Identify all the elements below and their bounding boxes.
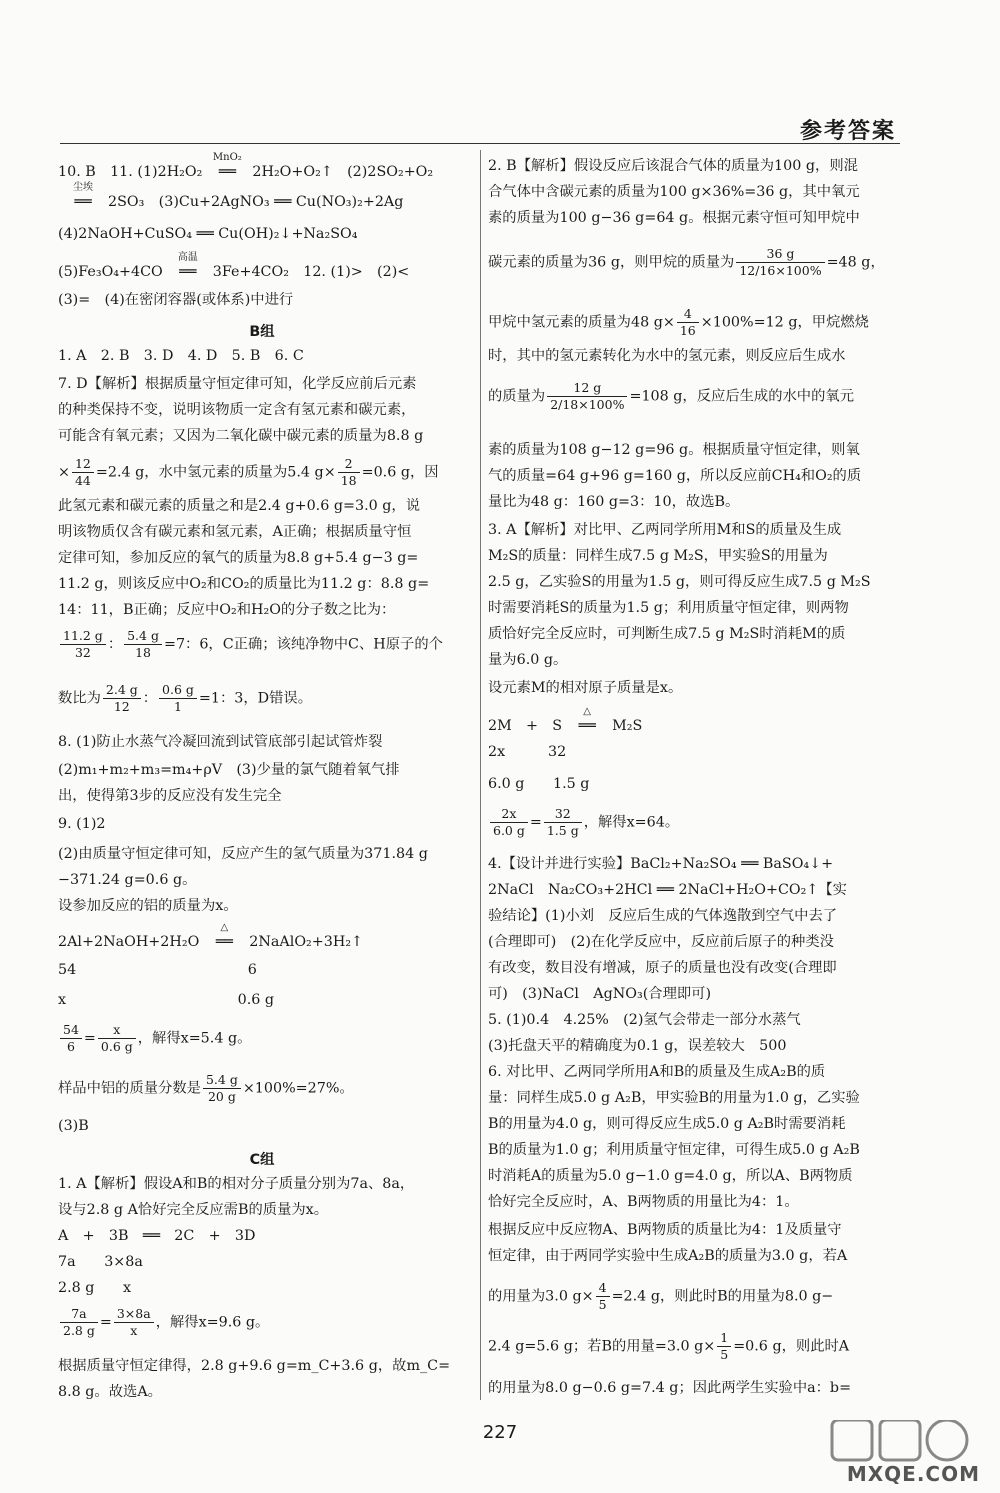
left-line: 明该物质仅含有碳元素和氢元素，A正确；根据质量守恒 (58, 524, 412, 540)
fraction: $\frac{11.2 g}{32}$ (60, 628, 106, 661)
fraction: $\frac{x}{0.6 g}$ (98, 1022, 136, 1055)
left-line: 样品中铝的质量分数是 $\frac{5.4 g}{20 g}$ ×100%=27%。 (58, 1072, 354, 1104)
fraction: $\frac{5.4 g}{20 g}$ (203, 1072, 241, 1105)
right-line: 可) (3)NaCl AgNO₃(合理即可) (488, 986, 712, 1002)
right-line: 量为6.0 g。 (488, 652, 568, 668)
left-line: 此氢元素和碳元素的质量之和是2.4 g+0.6 g=3.0 g，说 (58, 498, 421, 514)
fraction: $\frac{5.4 g}{18}$ (124, 628, 162, 661)
fraction: $\frac{12 g}{2/18\times 100\%}$ (547, 380, 627, 413)
left-line: (3)= (4)在密闭容器(或体系)中进行 (58, 292, 294, 308)
right-line: 量：同样生成5.0 g A₂B，甲实验B的用量为1.0 g，乙实验 (488, 1090, 860, 1106)
right-line: 2. B【解析】假设反应后该混合气体的质量为100 g，则混 (488, 158, 858, 174)
right-line: 时消耗A的质量为5.0 g−1.0 g=4.0 g，所以A、B两物质 (488, 1168, 853, 1184)
left-line: 定律可知，参加反应的氧气的质量为8.8 g+5.4 g−3 g= (58, 550, 419, 566)
left-line: 8.8 g。故选A。 (58, 1384, 162, 1400)
left-line: 9. (1)2 (58, 816, 106, 832)
right-line: 时需要消耗S的质量为1.5 g；利用质量守恒定律，则两物 (488, 600, 849, 616)
right-line: 合气体中含碳元素的质量为100 g×36%=36 g，其中氧元 (488, 184, 860, 200)
fraction: $\frac{12}{44}$ (72, 456, 94, 489)
fraction: $\frac{4}{16}$ (677, 306, 699, 339)
left-line: 11.2 g，则该反应中O₂和CO₂的质量比为11.2 g：8.8 g= (58, 576, 430, 592)
right-line: $\frac{2x}{6.0 g}$ = $\frac{32}{1.5 g}$ ，解得x=64。 (488, 806, 679, 839)
right-line: 2x 32 (488, 744, 567, 760)
left-line: (5)Fe₃O₄+4CO 高温 ══ 3Fe+4CO₂ 12. (1)> (2)< (58, 252, 410, 280)
fraction: $\frac{54}{6}$ (60, 1022, 82, 1055)
right-line: B的质量为1.0 g；利用质量守恒定律，可得生成5.0 g A₂B (488, 1142, 860, 1158)
fraction: $\frac{1}{5}$ (717, 1330, 731, 1363)
right-line: 设元素M的相对原子质量是x。 (488, 680, 683, 696)
fraction: $\frac{36 g}{12/16\times 100\%}$ (736, 246, 824, 279)
left-line: 根据质量守恒定律得，2.8 g+9.6 g=m_C+3.6 g，故m_C= (58, 1358, 451, 1374)
left-line: 数比为 $\frac{2.4 g}{12}$ ： $\frac{0.6 g}{1}$ =1：3，D错误。 (58, 682, 313, 714)
page-number: 227 (482, 1422, 518, 1443)
section-heading-b: B组 (249, 324, 275, 340)
left-line: 2Al+2NaOH+2H₂O △ ══ 2NaAlO₂+3H₂↑ (58, 922, 364, 950)
left-line: $\frac{54}{6}$ = $\frac{x}{0.6 g}$ ，解得x=5.4 g。 (58, 1022, 251, 1055)
fraction: $\frac{32}{1.5 g}$ (544, 806, 582, 839)
right-line: 2.4 g=5.6 g；若B的用量=3.0 g× $\frac{1}{5}$ =0.6 g，则此时A (488, 1330, 850, 1362)
right-line: 6. 对比甲、乙两同学所用A和B的质量及生成A₂B的质 (488, 1064, 826, 1080)
reaction-condition: 高温 ══ (177, 252, 198, 280)
fraction: $\frac{4}{5}$ (596, 1280, 610, 1313)
column-divider (480, 150, 481, 1400)
left-line: 尘埃 ══ 2SO₃ (3)Cu+2AgNO₃ ══ Cu(NO₃)₂+2Ag (58, 192, 403, 212)
left-line: 1. A 2. B 3. D 4. D 5. B 6. C (58, 348, 304, 364)
right-line: 2NaCl Na₂CO₃+2HCl ══ 2NaCl+H₂O+CO₂↑【实 (488, 882, 847, 898)
right-line: 6.0 g 1.5 g (488, 776, 590, 792)
left-line: A + 3B ══ 2C + 3D (58, 1228, 256, 1244)
reaction-condition: △ ══ (215, 922, 233, 950)
reaction-condition: △ ══ (578, 706, 596, 734)
fraction: $\frac{2}{18}$ (338, 456, 360, 489)
left-line: (2)由质量守恒定律可知，反应产生的氢气质量为371.84 g (58, 846, 428, 862)
right-line: 气的质量=64 g+96 g=160 g，所以反应前CH₄和O₂的质 (488, 468, 862, 484)
right-line: 2.5 g，乙实验S的用量为1.5 g，则可得反应生成7.5 g M₂S (488, 574, 871, 590)
left-line: 7a 3×8a (58, 1254, 143, 1270)
left-line: 54 6 (58, 962, 257, 978)
right-line: 时，其中的氢元素转化为水中的氢元素，则反应后生成水 (488, 348, 846, 364)
right-line: M₂S的质量：同样生成7.5 g M₂S，甲实验S的用量为 (488, 548, 828, 564)
fraction: $\frac{2.4 g}{12}$ (103, 682, 141, 715)
fraction: $\frac{7a}{2.8 g}$ (60, 1306, 98, 1339)
right-line: 验结论】(1)小刘 反应后生成的气体逸散到空气中去了 (488, 908, 838, 924)
fraction: $\frac{3\times 8a}{x}$ (114, 1306, 154, 1339)
page-header-title: 参考答案 (799, 119, 896, 144)
right-line: 4.【设计并进行实验】BaCl₂+Na₂SO₄ ══ BaSO₄↓+ (488, 856, 834, 872)
left-line: $\frac{7a}{2.8 g}$ = $\frac{3\times 8a}{x}$ ，解得x=9.6 g。 (58, 1306, 269, 1339)
left-line: 出，使得第3步的反应没有发生完全 (58, 788, 282, 804)
right-line: 恰好完全反应时，A、B两物质的用量比为4：1。 (488, 1194, 799, 1210)
right-line: 5. (1)0.4 4.25% (2)氢气会带走一部分水蒸气 (488, 1012, 801, 1028)
right-line: 根据反应中反应物A、B两物质的质量比为4：1及质量守 (488, 1222, 842, 1238)
right-line: 的用量为8.0 g−0.6 g=7.4 g；因此两学生实验中a：b= (488, 1380, 852, 1396)
reaction-condition: MnO₂ ══ (212, 152, 242, 180)
fraction: $\frac{0.6 g}{1}$ (159, 682, 197, 715)
right-line: 质恰好完全反应时，可判断生成7.5 g M₂S时消耗M的质 (488, 626, 846, 642)
left-line: 8. (1)防止水蒸气冷凝回流到试管底部引起试管炸裂 (58, 734, 383, 750)
right-line: 碳元素的质量为36 g，则甲烷的质量为 $\frac{36 g}{12/16\times 100\%}$ =48 g， (488, 246, 885, 278)
right-line: 2M + S △ ══ M₂S (488, 706, 643, 734)
left-line: 1. A【解析】假设A和B的相对分子质量分别为7a、8a， (58, 1176, 415, 1192)
right-line: B的用量为4.0 g，则可得反应生成5.0 g A₂B时需要消耗 (488, 1116, 846, 1132)
left-line: $\frac{11.2 g}{32}$ ： $\frac{5.4 g}{18}$ =7：6，C正确；该纯净物中C、H原子的个 (58, 628, 443, 661)
right-line: 3. A【解析】对比甲、乙两同学所用M和S的质量及生成 (488, 522, 842, 538)
right-line: (3)托盘天平的精确度为0.1 g，误差较大 500 (488, 1038, 787, 1054)
left-line: 设与2.8 g A恰好完全反应需B的质量为x。 (58, 1202, 329, 1218)
left-line: 的种类保持不变，说明该物质一定含有氢元素和碳元素， (58, 402, 416, 418)
left-line: 可能含有氧元素；又因为二氧化碳中碳元素的质量为8.8 g (58, 428, 424, 444)
left-line: 7. D【解析】根据质量守恒定律可知，化学反应前后元素 (58, 376, 417, 392)
right-line: 素的质量为108 g−12 g=96 g。根据质量守恒定律，则氧 (488, 442, 860, 458)
right-line: 甲烷中氢元素的质量为48 g× $\frac{4}{16}$ ×100%=12 g，甲烷燃烧 (488, 306, 869, 338)
header-rule (60, 143, 900, 144)
fraction: $\frac{2x}{6.0 g}$ (490, 806, 528, 839)
section-heading-c: C组 (249, 1152, 275, 1168)
right-line: 量比为48 g：160 g=3：10，故选B。 (488, 494, 740, 510)
left-line: 14：11，B正确；反应中O₂和H₂O的分子数之比为： (58, 602, 396, 618)
right-line: (合理即可) (2)在化学反应中，反应前后原子的种类没 (488, 934, 834, 950)
left-line: 10. B 11. (1)2H₂O₂ MnO₂ ══ 2H₂O+O₂↑ (2)2SO₂+O₂ (58, 152, 434, 180)
watermark-text: MXQE.COM (846, 1462, 980, 1486)
left-line: × $\frac{12}{44}$ =2.4 g，水中氢元素的质量为5.4 g× $\frac{2}{18}$ =0.6 g，因 (58, 456, 439, 488)
left-line: (3)B (58, 1118, 89, 1134)
right-line: 的质量为 $\frac{12 g}{2/18\times 100\%}$ =108 g，反应后生成的水中的氧元 (488, 380, 854, 412)
right-line: 有改变，数目没有增减，原子的质量也没有改变(合理即 (488, 960, 837, 976)
left-line: 2.8 g x (58, 1280, 132, 1296)
reaction-condition: 尘埃 ══ (73, 182, 93, 210)
right-line: 恒定律，由于两同学实验中生成A₂B的质量为3.0 g，若A (488, 1248, 848, 1264)
left-line: 设参加反应的铝的质量为x。 (58, 898, 238, 914)
left-line: (2)m₁+m₂+m₃=m₄+ρV (3)少量的氯气随着氧气排 (58, 762, 400, 778)
left-line: x 0.6 g (58, 992, 275, 1008)
left-line: (4)2NaOH+CuSO₄ ══ Cu(OH)₂↓+Na₂SO₄ (58, 226, 358, 242)
left-line: −371.24 g=0.6 g。 (58, 872, 197, 888)
right-line: 素的质量为100 g−36 g=64 g。根据元素守恒可知甲烷中 (488, 210, 860, 226)
right-line: 的用量为3.0 g× $\frac{4}{5}$ =2.4 g，则此时B的用量为8.0 g− (488, 1280, 834, 1312)
